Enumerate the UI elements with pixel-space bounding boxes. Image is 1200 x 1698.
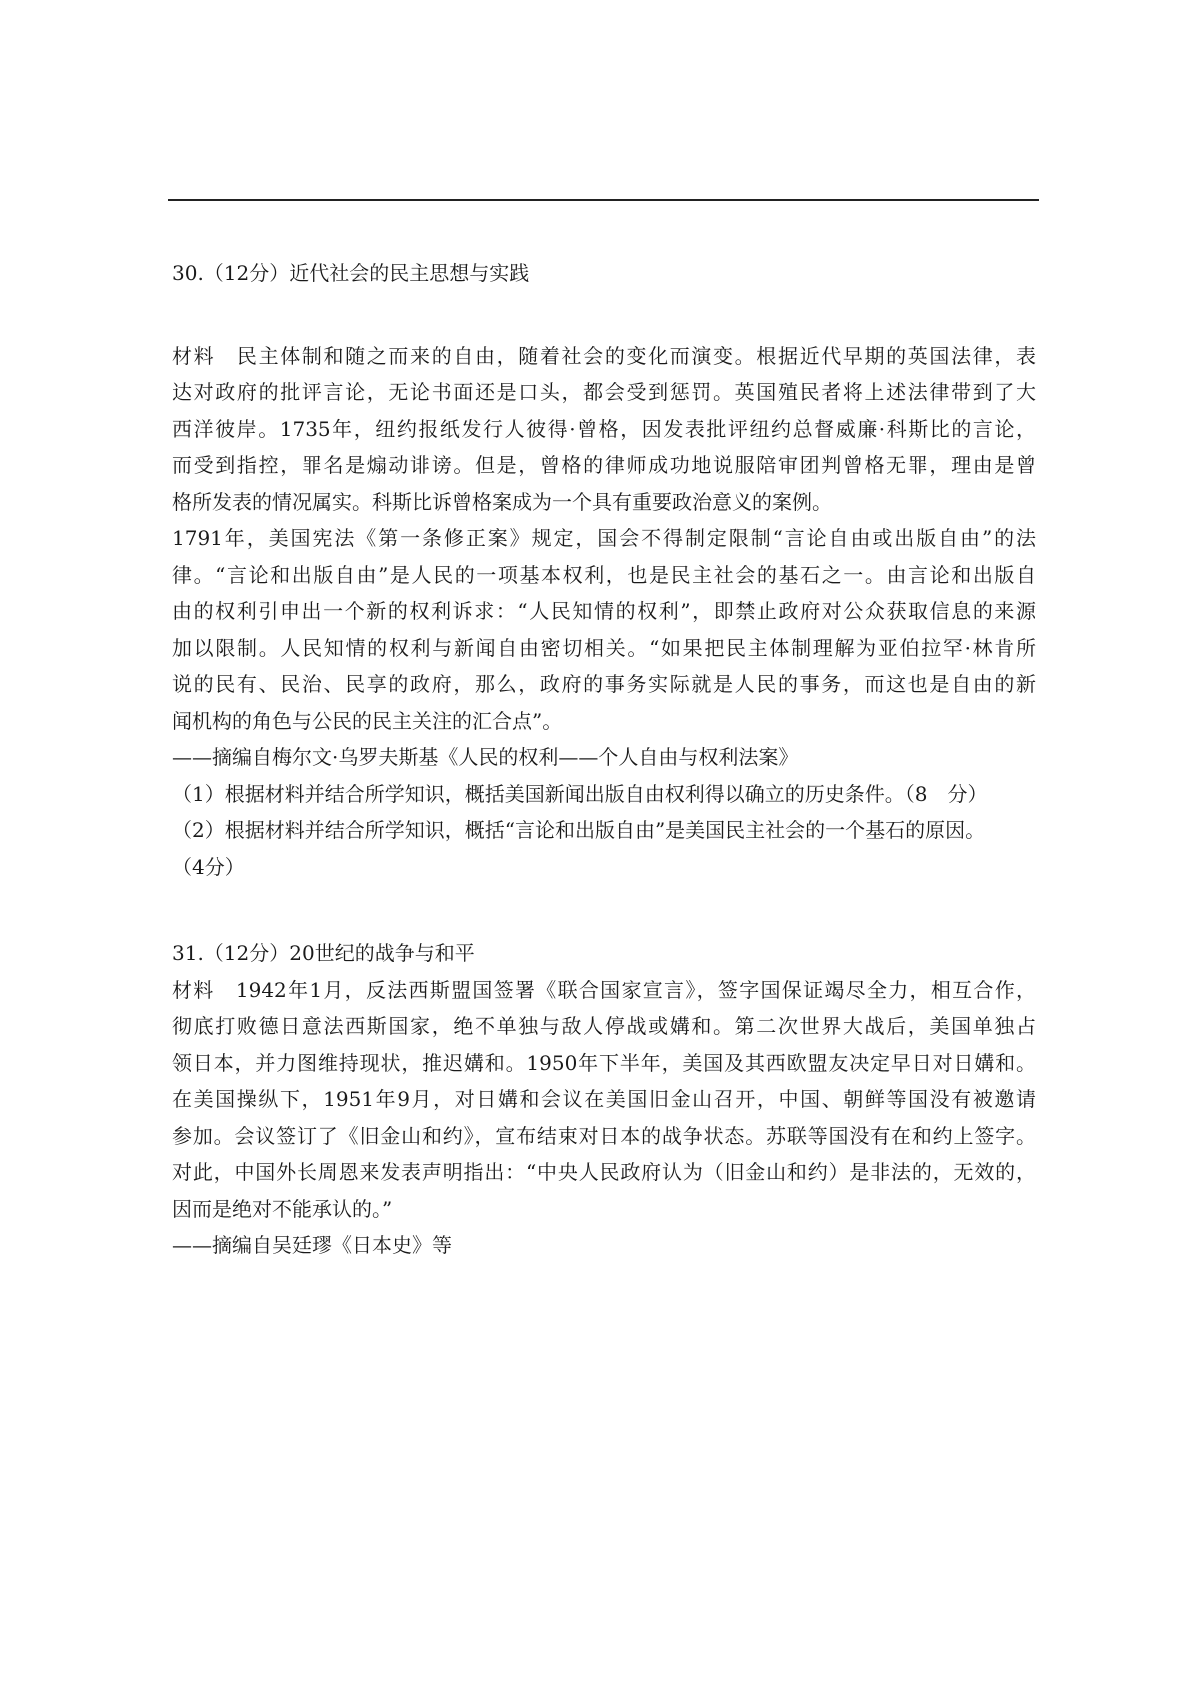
material-line: 说的民有、民治、民享的政府，那么，政府的事务实际就是人民的事务，而这也是自由的新: [172, 672, 1036, 696]
material-line: 因而是绝对不能承认的。”: [172, 1196, 393, 1221]
material-line: 格所发表的情况属实。科斯比诉曾格案成为一个具有重要政治意义的案例。: [172, 489, 832, 514]
header-rule: [168, 199, 1039, 201]
material-line: 材料 民主体制和随之而来的自由，随着社会的变化而演变。根据近代早期的英国法律，表: [172, 343, 1036, 368]
question-31-source: ——摘编自吴廷璆《日本史》等: [172, 1233, 452, 1257]
question-30-subquestion-1: （1）根据材料并结合所学知识，概括美国新闻出版自由权利得以确立的历史条件。（8 分）: [172, 781, 988, 806]
question-30-source: ——摘编自梅尔文·乌罗夫斯基《人民的权利——个人自由与权利法案》: [172, 745, 799, 769]
material-line: 对此，中国外长周恩来发表声明指出：“中央人民政府认为（旧金山和约）是非法的，无效的，: [172, 1160, 1036, 1184]
material-line: 由的权利引申出一个新的权利诉求：“人民知情的权利”，即禁止政府对公众获取信息的来源: [172, 599, 1036, 623]
exam-page: [172, 255, 1036, 1264]
material-line: 领日本，并力图维持现状，推迟媾和。1950年下半年，美国及其西欧盟友决定早日对日媾和。: [172, 1050, 1036, 1075]
material-line: 1791年，美国宪法《第一条修正案》规定，国会不得制定限制“言论自由或出版自由”的法: [172, 526, 1036, 550]
material-line: 而受到指控，罪名是煽动诽谤。但是，曾格的律师成功地说服陪审团判曾格无罪，理由是曾: [172, 453, 1036, 477]
question-30-subquestion-2: （2）根据材料并结合所学知识，概括“言论和出版自由”是美国民主社会的一个基石的原因。: [172, 818, 986, 842]
material-line: 加以限制。人民知情的权利与新闻自由密切相关。“如果把民主体制理解为亚伯拉罕·林肯所: [172, 635, 1036, 660]
material-line: 达对政府的批评言论，无论书面还是口头，都会受到惩罚。英国殖民者将上述法律带到了大: [172, 380, 1036, 404]
question-30: [172, 255, 1036, 885]
question-31-title: 31.（12分）20世纪的战争与和平: [172, 941, 475, 965]
material-line: 闻机构的角色与公民的民主关注的汇合点”。: [172, 708, 563, 733]
material-line: 材料 1942年1月，反法西斯盟国签署《联合国家宣言》，签字国保证竭尽全力，相互合作，: [172, 977, 1036, 1002]
material-line: 西洋彼岸。1735年，纽约报纸发行人彼得·曾格，因发表批评纽约总督威廉·科斯比的言论，: [172, 416, 1036, 441]
material-line: 参加。会议签订了《旧金山和约》，宣布结束对日本的战争状态。苏联等国没有在和约上签字。: [172, 1123, 1036, 1148]
question-31: [172, 935, 1036, 1264]
material-line: 在美国操纵下，1951年9月，对日媾和会议在美国旧金山召开，中国、朝鲜等国没有被邀请: [172, 1087, 1036, 1111]
material-line: 彻底打败德日意法西斯国家，绝不单独与敌人停战或媾和。第二次世界大战后，美国单独占: [172, 1014, 1036, 1038]
question-30-subquestion-2-score: （4分）: [172, 854, 245, 879]
material-line: 律。“言论和出版自由”是人民的一项基本权利，也是民主社会的基石之一。由言论和出版自: [172, 562, 1036, 587]
question-30-title: 30.（12分）近代社会的民主思想与实践: [172, 261, 530, 285]
question-31-material: [172, 972, 1036, 1228]
question-30-material: [172, 338, 1036, 740]
